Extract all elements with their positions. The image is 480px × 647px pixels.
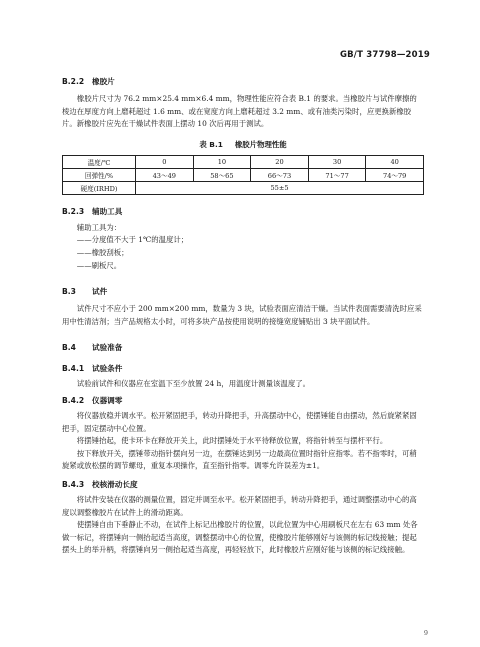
table-caption-title: 橡胶片物理性能 (234, 139, 287, 149)
section-b22-heading (62, 76, 424, 87)
section-number: B.2.2 (62, 77, 85, 86)
document-body (62, 66, 424, 557)
tool-list-item: ——橡胶刮板； (76, 247, 129, 257)
section-b23-intro: 辅助工具为： (76, 222, 122, 232)
section-b43-heading (62, 479, 424, 490)
section-b3-paragraph: 试件尺寸不应小于 200 mm×200 mm，数量为 3 块，试验表面应清洁干燥。当试件表面需要清洗时应采用中性清洁剂；当产品规格太小时，可将多块产品按使用说明的接缝宽度铺贴出 3 块平面试件。 (62, 304, 422, 326)
section-b42-paragraph: 将仪器放稳并调水平。松开紧固把手，转动升降把手，升高摆动中心，使摆锤能自由摆动，然后旋紧紧固把手，固定摆动中心位置。 (62, 410, 417, 433)
section-title: 试件 (92, 287, 108, 297)
section-number: B.4.2 (62, 395, 85, 405)
table-row-label: 温度/℃ (63, 155, 136, 168)
section-b4-heading (62, 342, 424, 353)
page-number: 9 (423, 629, 428, 637)
table-cell: 10 (193, 155, 251, 168)
table-cell: 58～65 (193, 168, 251, 181)
section-b42-heading (62, 395, 424, 406)
tool-list-item: ——刷板尺。 (76, 260, 122, 270)
section-b43-paragraph: 使摆锤自由下垂静止不动，在试件上标记出橡胶片的位置，以此位置为中心用刷板尺在左右 63 mm 处各做一标记，将摆锤向一侧抬起适当高度，调整摆动中心的位置，使橡胶片能够刚好与该侧的标记线接触；提起摆头上的举升柄，将摆锤向另一侧抬起适当高度，再轻轻放下，此时橡胶片应刚好能与该侧的标记线接触。 (62, 520, 418, 555)
section-b43-paragraph: 将试件安装在仪器的测量位置，固定并调至水平。松开紧固把手，转动升降把手，通过调整摆动中心的高度以调整橡胶片在试件上的滑动距离。 (62, 494, 417, 517)
section-b3-heading (62, 286, 424, 297)
table-row-resilience (63, 168, 424, 181)
section-number: B.3 (62, 287, 76, 297)
section-number: B.4.3 (62, 479, 85, 489)
table-row-label: 硬度(IRHD) (63, 181, 136, 194)
section-number: B.2.3 (62, 206, 85, 216)
table-cell: 55±5 (136, 181, 424, 194)
section-title: 仪器调零 (92, 395, 123, 405)
table-cell: 66～73 (251, 168, 309, 181)
section-b42-paragraph: 将摆锤抬起，使卡环卡在释放开关上，此时摆锤处于水平待释放位置，将指针转至与摆杆平行。 (76, 436, 388, 446)
table-cell: 0 (136, 155, 194, 168)
table-row-temperature (63, 155, 424, 168)
tool-list-item: ——分度值不大于 1℃的温度计； (76, 235, 189, 245)
section-b22-paragraph: 橡胶片尺寸为 76.2 mm×25.4 mm×6.4 mm，物理性能应符合表 B.1 的要求。当橡胶片与试件摩擦的棱边在厚度方向上磨耗超过 1.6 mm、或在宽度方向上磨耗超过 3.2 mm、或有油类污染时，应更换新橡胶片。新橡胶片应先在干燥试件表面上摆动 10 次后再用于测试。 (62, 94, 417, 129)
section-title: 试验条件 (92, 364, 123, 374)
table-cell: 74～79 (366, 168, 424, 181)
section-b41-paragraph: 试验前试件和仪器应在室温下至少放置 24 h，用温度计测量该温度了。 (76, 379, 310, 389)
table-row-hardness (63, 181, 424, 194)
section-title: 试验准备 (92, 343, 123, 353)
table-cell: 71～77 (308, 168, 366, 181)
section-b42-paragraph: 按下释放开关，摆锤带动指针摆向另一边，在摆锤达到另一边最高位置时指针应指零。若不指零时，可稍旋紧或放松摆的调节螺母，重复本项操作，直至指针指零。调零允许误差为±1。 (62, 448, 417, 471)
section-b41-heading (62, 363, 424, 374)
table-caption-number: 表 B.1 (199, 139, 223, 149)
table-row-label: 回弹性/% (63, 168, 136, 181)
table-cell: 20 (251, 155, 309, 168)
section-title: 辅助工具 (92, 206, 123, 216)
section-title: 校核滑动长度 (92, 479, 138, 489)
section-title: 橡胶片 (92, 77, 115, 86)
section-number: B.4 (62, 343, 76, 353)
section-number: B.4.1 (62, 364, 85, 374)
table-cell: 40 (366, 155, 424, 168)
table-cell: 30 (308, 155, 366, 168)
standard-code-header: GB/T 37798—2019 (339, 50, 430, 60)
table-cell: 43～49 (136, 168, 194, 181)
rubber-properties-table (62, 155, 424, 195)
section-b23-heading (62, 206, 424, 217)
table-caption (62, 139, 424, 150)
